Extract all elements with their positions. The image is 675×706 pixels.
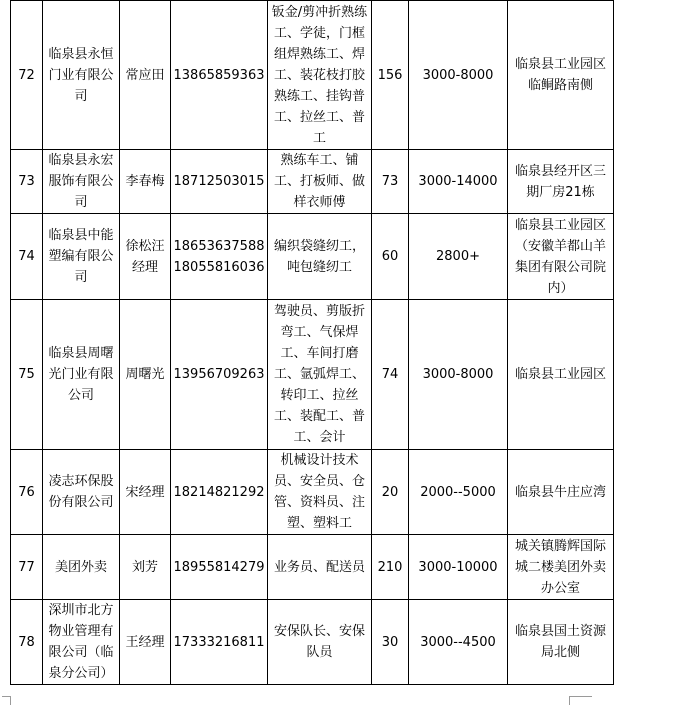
address-cell: 临泉县工业园区（安徽羊都山羊集团有限公司院内） xyxy=(508,214,614,300)
company-cell: 凌志环保股份有限公司 xyxy=(43,450,120,535)
contact-cell: 周曙光 xyxy=(120,300,171,450)
salary-cell: 3000-8000 xyxy=(409,300,508,450)
address-cell: 城关镇腾辉国际城二楼美团外卖办公室 xyxy=(508,535,614,600)
table-row xyxy=(11,600,614,685)
table-row xyxy=(11,1,614,150)
headcount-cell: 73 xyxy=(372,150,409,214)
positions-cell: 驾驶员、剪版折弯工、气保焊工、车间打磨工、氩弧焊工、转印工、拉丝工、装配工、普工、会计 xyxy=(268,300,372,450)
positions-cell: 业务员、配送员 xyxy=(268,535,372,600)
company-cell: 临泉县中能塑编有限公司 xyxy=(43,214,120,300)
headcount-cell: 156 xyxy=(372,1,409,150)
salary-cell: 3000-8000 xyxy=(409,1,508,150)
phone-number: 13865859363 xyxy=(173,67,265,83)
contact-cell: 常应田 xyxy=(120,1,171,150)
phone-cell xyxy=(171,600,268,685)
company-cell: 临泉县永宏服饰有限公司 xyxy=(43,150,120,214)
phone-number: 18712503015 xyxy=(173,174,265,189)
job-listing-table xyxy=(10,0,614,685)
phone-cell xyxy=(171,535,268,600)
address-cell: 临泉县国土资源局北侧 xyxy=(508,600,614,685)
phone-cell xyxy=(171,214,268,300)
phone-cell xyxy=(171,1,268,150)
company-cell: 深圳市北方物业管理有限公司（临泉分公司） xyxy=(43,600,120,685)
row-number-cell: 75 xyxy=(11,300,43,450)
company-cell: 临泉县周曙光门业有限公司 xyxy=(43,300,120,450)
salary-cell: 2800+ xyxy=(409,214,508,300)
positions-cell: 钣金/剪冲折熟练工、学徒，门框组焊熟练工、焊工、装花枝打胶熟练工、挂钩普工、拉丝工、普工 xyxy=(268,1,372,150)
phone-cell xyxy=(171,450,268,535)
positions-cell: 熟练车工、铺工、打板师、做样衣师傅 xyxy=(268,150,372,214)
table-row xyxy=(11,214,614,300)
page-corner-mark xyxy=(569,696,592,705)
headcount-cell: 74 xyxy=(372,300,409,450)
phone-cell xyxy=(171,150,268,214)
company-cell: 临泉县永恒门业有限公司 xyxy=(43,1,120,150)
salary-cell: 3000--4500 xyxy=(409,600,508,685)
row-number-cell: 72 xyxy=(11,1,43,150)
contact-cell: 王经理 xyxy=(120,600,171,685)
phone-number: 18653637588 xyxy=(173,238,265,254)
headcount-cell: 30 xyxy=(372,600,409,685)
positions-cell: 安保队长、安保队员 xyxy=(268,600,372,685)
company-cell: 美团外卖 xyxy=(43,535,120,600)
address-cell: 临泉县工业园区 xyxy=(508,300,614,450)
row-number-cell: 78 xyxy=(11,600,43,685)
headcount-cell: 20 xyxy=(372,450,409,535)
phone-number: 13956709263 xyxy=(173,367,265,382)
positions-cell: 编织袋缝纫工，吨包缝纫工 xyxy=(268,214,372,300)
address-cell: 临泉县牛庄应湾 xyxy=(508,450,614,535)
table-body xyxy=(11,1,614,685)
address-cell: 临泉县工业园区临鲖路南侧 xyxy=(508,1,614,150)
salary-cell: 3000-10000 xyxy=(409,535,508,600)
table-row xyxy=(11,300,614,450)
headcount-cell: 60 xyxy=(372,214,409,300)
salary-cell: 3000-14000 xyxy=(409,150,508,214)
row-number-cell: 74 xyxy=(11,214,43,300)
positions-cell: 机械设计技术员、安全员、仓管、资料员、注塑、塑料工 xyxy=(268,450,372,535)
salary-cell: 2000--5000 xyxy=(409,450,508,535)
phone-cell xyxy=(171,300,268,450)
table-row xyxy=(11,535,614,600)
table-row xyxy=(11,450,614,535)
table-row xyxy=(11,150,614,214)
contact-cell: 刘芳 xyxy=(120,535,171,600)
contact-cell: 李春梅 xyxy=(120,150,171,214)
phone-number: 18955814279 xyxy=(173,559,265,575)
row-number-cell: 77 xyxy=(11,535,43,600)
page-corner-mark xyxy=(2,696,11,705)
address-cell: 临泉县经开区三期厂房21栋 xyxy=(508,150,614,214)
headcount-cell: 210 xyxy=(372,535,409,600)
row-number-cell: 73 xyxy=(11,150,43,214)
phone-number: 18055816036 xyxy=(173,259,265,275)
phone-number: 17333216811 xyxy=(173,634,265,650)
phone-number: 18214821292 xyxy=(173,484,265,500)
contact-cell: 宋经理 xyxy=(120,450,171,535)
row-number-cell: 76 xyxy=(11,450,43,535)
contact-cell: 徐松汪经理 xyxy=(120,214,171,300)
